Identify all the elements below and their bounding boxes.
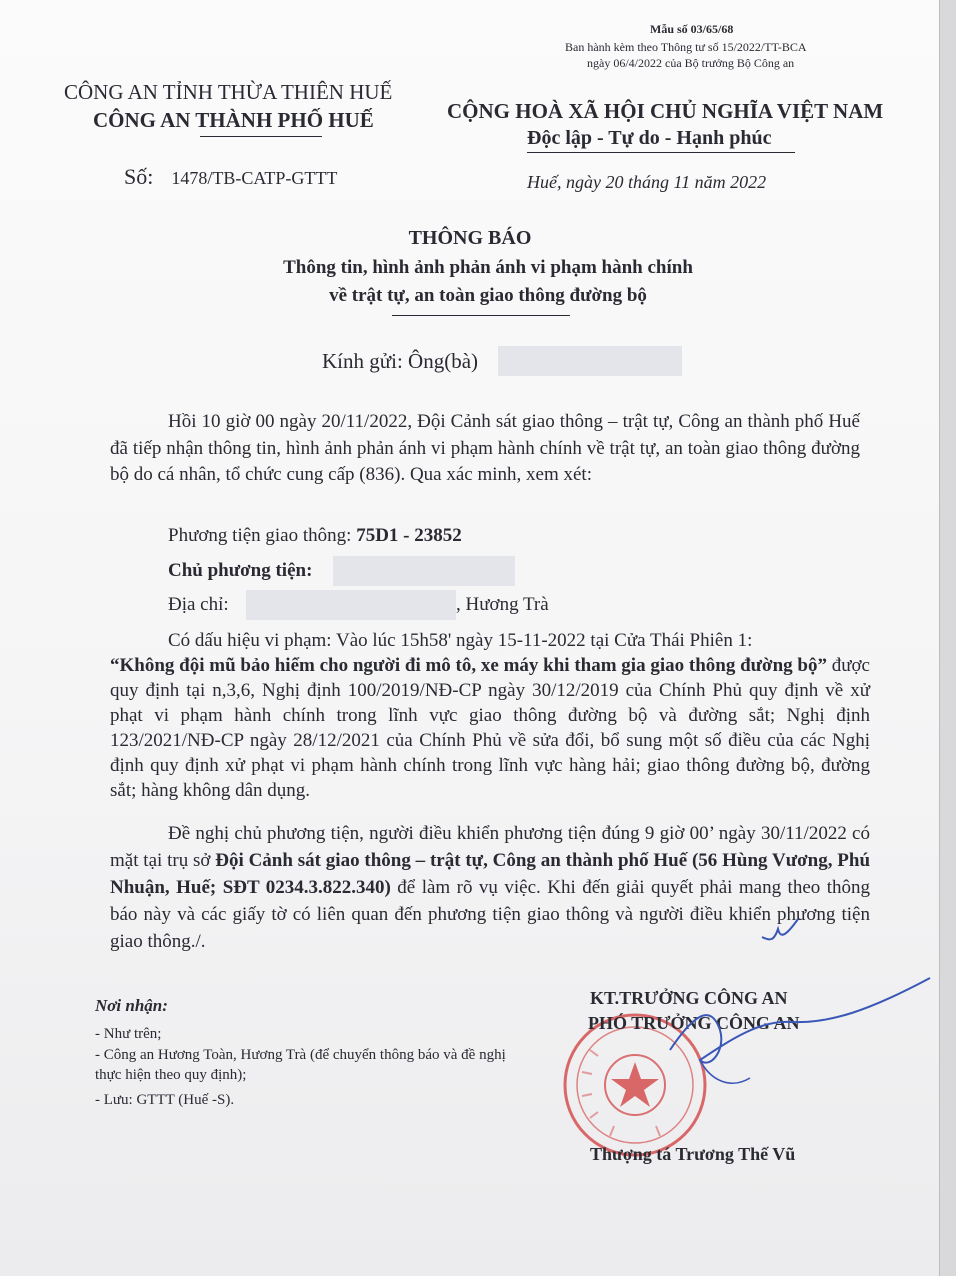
greeting: Kính gửi: Ông(bà) (322, 349, 479, 373)
nation-title: CỘNG HOÀ XÃ HỘI CHỦ NGHĨA VIỆT NAM (447, 99, 884, 123)
recipient-item: - Như trên; (95, 1026, 162, 1042)
address-field (168, 594, 229, 616)
address-label: Địa chỉ: (168, 594, 229, 615)
recipients-title: Nơi nhận: (95, 996, 168, 1015)
violation-paragraph (110, 628, 870, 803)
request-lead: Đề nghị chủ phương tiện, người điều khiển phương tiện đúng 9 giờ 00’ ngày 30/11/2022 có mặt tại trụ sở (110, 823, 870, 871)
org-city-police: CÔNG AN THÀNH PHỐ HUẾ (93, 108, 374, 132)
owner-label: Chủ phương tiện: (168, 560, 313, 581)
request-paragraph (110, 820, 870, 955)
form-note-circular: Ban hành kèm theo Thông tư số 15/2022/TT-BCA (565, 40, 807, 54)
redacted-owner-name (333, 556, 515, 586)
violation-offense: “Không đội mũ bảo hiểm cho người đi mô tô, xe máy khi tham gia giao thông đường bộ” (110, 655, 827, 676)
vehicle-field (168, 525, 462, 547)
form-code: Mẫu số 03/65/68 (650, 22, 734, 36)
signature-title-2: PHÓ TRƯỞNG CÔNG AN (588, 1013, 800, 1033)
request-location: Đội Cảnh sát giao thông – trật tự, Công an thành phố Huế (56 Hùng Vương, Phú Nhuận, Huế; SĐT 0234.3.822.340) (110, 850, 871, 898)
document-subtitle-1: Thông tin, hình ảnh phản ánh vi phạm hành chính (283, 257, 693, 278)
org-underline (200, 136, 322, 137)
motto-underline (527, 152, 795, 153)
document-title: THÔNG BÁO (408, 227, 532, 249)
place-date: Huế, ngày 20 tháng 11 năm 2022 (527, 172, 767, 192)
page-edge-shadow (939, 0, 956, 1276)
handwritten-signature (640, 960, 940, 1100)
title-underline (392, 315, 570, 316)
violation-legal-basis: được quy định tại n,3,6, Nghị định 100/2019/NĐ-CP ngày 30/12/2019 của Chính Phủ quy định về xử phạt vi phạm hành chính trong lĩnh vực giao thông đường bộ và đường sắt; Nghị định 123/2021/NĐ-CP ngày 28/12/2021 của Chính Phủ về sửa đổi, bổ sung một số điều của các Nghị định quy định xử phạt vi phạm hành chính trong lĩnh vực hàng hải; giao thông đường bộ, đường sắt; hàng không dân dụng. (110, 655, 870, 801)
address-value: , Hương Trà (456, 594, 549, 615)
document-subtitle-2: về trật tự, an toàn giao thông đường bộ (329, 285, 647, 306)
vehicle-plate: 75D1 - 23852 (356, 525, 462, 546)
recipient-item: - Lưu: GTTT (Huế -S). (95, 1092, 235, 1108)
document-number-value: 1478/TB-CATP-GTTT (171, 168, 338, 188)
violation-lead: Có dấu hiệu vi phạm: Vào lúc 15h58' ngày 15-11-2022 tại Cửa Thái Phiên 1: (168, 630, 753, 651)
document-number (124, 164, 337, 190)
form-note-date: ngày 06/4/2022 của Bộ trưởng Bộ Công an (587, 56, 795, 70)
signature-title-1: KT.TRƯỞNG CÔNG AN (590, 988, 788, 1008)
pen-tick-mark (760, 915, 800, 945)
nation-motto: Độc lập - Tự do - Hạnh phúc (527, 127, 772, 149)
intro-paragraph (110, 409, 860, 489)
org-provincial-police: CÔNG AN TỈNH THỪA THIÊN HUẾ (64, 80, 393, 104)
vehicle-label: Phương tiện giao thông: (168, 525, 352, 546)
recipient-item: - Công an Hương Toàn, Hương Trà (để chuyển thông báo và đề nghị thực hiện theo quy định); (95, 1047, 506, 1083)
intro-text: Hồi 10 giờ 00 ngày 20/11/2022, Đội Cảnh sát giao thông – trật tự, Công an thành phố Huế đã tiếp nhận thông tin, hình ảnh phản ánh vi phạm hành chính về trật tự, an toàn giao thông đường bộ do cá nhân, tổ chức cung cấp (836). Qua xác minh, xem xét: (110, 411, 860, 485)
redacted-recipient-name (498, 346, 682, 376)
request-instructions: để làm rõ vụ việc. Khi đến giải quyết phải mang theo thông báo này và các giấy tờ có liên quan đến phương tiện giao thông và người điều khiển phương tiện giao thông./. (110, 877, 870, 952)
signer-name: Thượng tá Trương Thế Vũ (590, 1144, 796, 1164)
redacted-address (246, 590, 456, 620)
document-number-label: Số: (124, 164, 154, 189)
owner-field (168, 560, 312, 582)
